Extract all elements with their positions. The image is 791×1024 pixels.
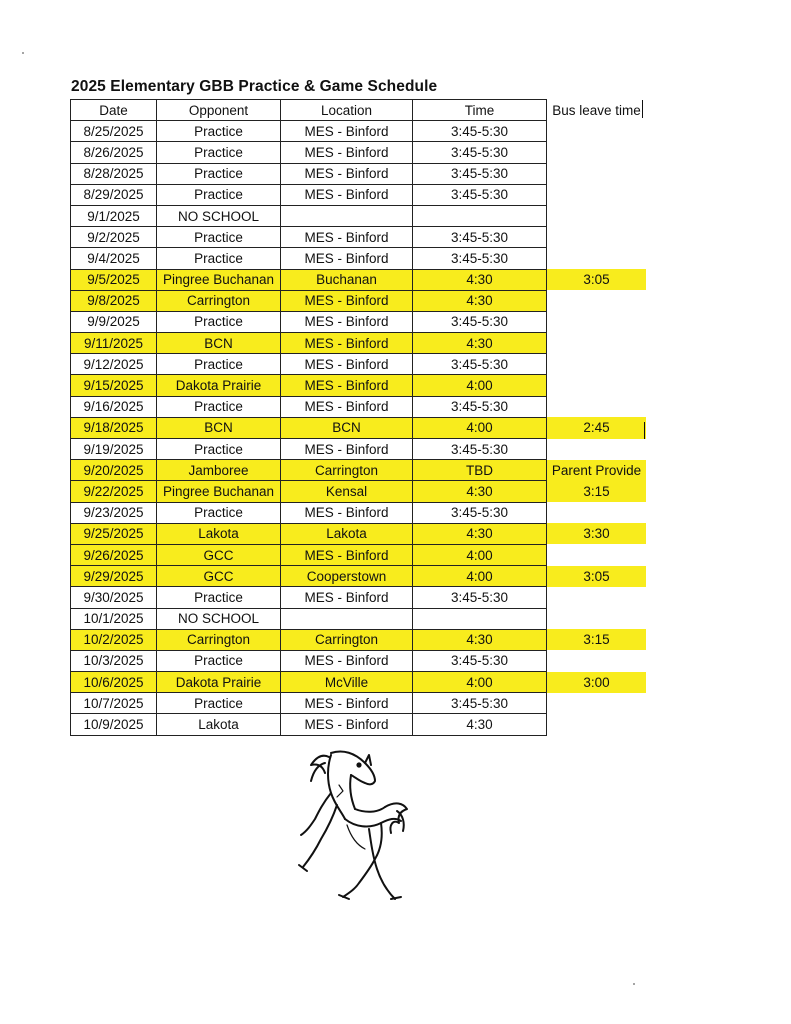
cell-opponent: Practice — [157, 502, 281, 523]
cell-location: Kensal — [281, 481, 413, 502]
cell-date: 9/19/2025 — [71, 439, 157, 460]
cell-time: 3:45-5:30 — [413, 163, 547, 184]
cell-opponent: Practice — [157, 184, 281, 205]
cell-date: 9/8/2025 — [71, 290, 157, 311]
table-row — [71, 672, 647, 693]
cell-opponent: Practice — [157, 693, 281, 714]
cell-date: 10/6/2025 — [71, 672, 157, 693]
table-row — [71, 163, 647, 184]
cell-opponent: Practice — [157, 248, 281, 269]
cell-location: MES - Binford — [281, 333, 413, 354]
cell-opponent: Practice — [157, 227, 281, 248]
cell-bus-leave-time — [547, 608, 647, 629]
cell-opponent: Lakota — [157, 714, 281, 735]
cell-location: MES - Binford — [281, 396, 413, 417]
cell-time: 3:45-5:30 — [413, 650, 547, 671]
cell-opponent: Carrington — [157, 629, 281, 650]
cell-time: TBD — [413, 460, 547, 481]
table-row — [71, 714, 647, 735]
cell-opponent: Practice — [157, 439, 281, 460]
cell-location: MES - Binford — [281, 163, 413, 184]
table-row — [71, 290, 647, 311]
cell-time: 4:30 — [413, 333, 547, 354]
cell-bus-leave-time — [547, 714, 647, 735]
scan-speck — [633, 983, 635, 985]
cell-date: 9/2/2025 — [71, 227, 157, 248]
cell-date: 9/18/2025 — [71, 417, 157, 438]
cell-location: MES - Binford — [281, 184, 413, 205]
mustang-horse-icon — [285, 745, 410, 905]
cell-time: 3:45-5:30 — [413, 227, 547, 248]
cell-location: MES - Binford — [281, 439, 413, 460]
cell-location: MES - Binford — [281, 502, 413, 523]
cell-date: 8/26/2025 — [71, 142, 157, 163]
cell-bus-leave-time: 2:45 — [547, 417, 647, 438]
cell-bus-leave-time — [547, 142, 647, 163]
cell-opponent: Dakota Prairie — [157, 375, 281, 396]
cell-bus-leave-time: 3:15 — [547, 629, 647, 650]
table-row — [71, 375, 647, 396]
cell-opponent: Practice — [157, 121, 281, 142]
cell-bus-leave-time — [547, 396, 647, 417]
cell-opponent: Practice — [157, 650, 281, 671]
cell-opponent: GCC — [157, 566, 281, 587]
cell-location: MES - Binford — [281, 142, 413, 163]
cell-bus-leave-time — [547, 587, 647, 608]
cell-time: 4:30 — [413, 629, 547, 650]
table-row — [71, 333, 647, 354]
cell-location: Cooperstown — [281, 566, 413, 587]
cell-bus-leave-time — [547, 693, 647, 714]
cell-date: 9/22/2025 — [71, 481, 157, 502]
cell-bus-leave-time: 3:05 — [547, 566, 647, 587]
cell-time: 4:00 — [413, 417, 547, 438]
cell-time: 3:45-5:30 — [413, 587, 547, 608]
cell-bus-leave-time — [547, 375, 647, 396]
cell-opponent: BCN — [157, 417, 281, 438]
cell-location — [281, 205, 413, 226]
cell-location: Lakota — [281, 523, 413, 544]
table-row — [71, 629, 647, 650]
cell-date: 9/16/2025 — [71, 396, 157, 417]
cell-bus-leave-time — [547, 205, 647, 226]
cell-location: MES - Binford — [281, 227, 413, 248]
cell-bus-leave-time — [547, 163, 647, 184]
header-bus-leave-time: Bus leave time — [552, 102, 641, 118]
cell-location: McVille — [281, 672, 413, 693]
cell-location: BCN — [281, 417, 413, 438]
cell-bus-leave-time — [547, 333, 647, 354]
cell-date: 9/25/2025 — [71, 523, 157, 544]
cell-bus-leave-time — [547, 502, 647, 523]
cell-bus-leave-time — [547, 544, 647, 565]
cell-location: MES - Binford — [281, 650, 413, 671]
table-row — [71, 205, 647, 226]
cell-bus-leave-time — [547, 311, 647, 332]
cell-date: 9/29/2025 — [71, 566, 157, 587]
cell-bus-leave-time: 3:05 — [547, 269, 647, 290]
table-row — [71, 502, 647, 523]
cell-time: 4:00 — [413, 375, 547, 396]
cell-time: 4:30 — [413, 269, 547, 290]
cell-location: MES - Binford — [281, 375, 413, 396]
schedule-table-body — [71, 100, 647, 736]
cell-location: MES - Binford — [281, 587, 413, 608]
table-row — [71, 269, 647, 290]
cell-time: 3:45-5:30 — [413, 354, 547, 375]
cell-opponent: NO SCHOOL — [157, 608, 281, 629]
cell-location: Buchanan — [281, 269, 413, 290]
cell-location: Carrington — [281, 460, 413, 481]
cell-bus-leave-time — [547, 650, 647, 671]
cell-location — [281, 608, 413, 629]
cell-date: 9/15/2025 — [71, 375, 157, 396]
header-row — [71, 100, 647, 121]
cell-time: 4:30 — [413, 290, 547, 311]
table-row — [71, 311, 647, 332]
cell-time: 3:45-5:30 — [413, 311, 547, 332]
cell-date: 9/26/2025 — [71, 544, 157, 565]
table-row — [71, 354, 647, 375]
table-row — [71, 184, 647, 205]
cell-bus-leave-time: 3:30 — [547, 523, 647, 544]
cell-bus-leave-time: 3:00 — [547, 672, 647, 693]
header-opponent: Opponent — [157, 100, 281, 121]
cell-opponent: Pingree Buchanan — [157, 269, 281, 290]
table-row — [71, 608, 647, 629]
cell-date: 9/4/2025 — [71, 248, 157, 269]
cell-date: 9/11/2025 — [71, 333, 157, 354]
table-row — [71, 693, 647, 714]
schedule-table — [70, 99, 647, 736]
cell-opponent: Practice — [157, 142, 281, 163]
text-cursor — [644, 422, 645, 439]
cell-time: 4:30 — [413, 714, 547, 735]
cell-location: MES - Binford — [281, 714, 413, 735]
cell-bus-leave-time — [547, 290, 647, 311]
cell-date: 9/12/2025 — [71, 354, 157, 375]
cell-time: 4:00 — [413, 672, 547, 693]
cell-opponent: Practice — [157, 354, 281, 375]
cell-location: MES - Binford — [281, 121, 413, 142]
cell-opponent: Practice — [157, 396, 281, 417]
table-row — [71, 481, 647, 502]
table-row — [71, 566, 647, 587]
cell-time: 3:45-5:30 — [413, 502, 547, 523]
cell-time — [413, 608, 547, 629]
cell-time — [413, 205, 547, 226]
cell-location: MES - Binford — [281, 311, 413, 332]
cell-location: MES - Binford — [281, 354, 413, 375]
cell-bus-leave-time — [547, 439, 647, 460]
cell-time: 3:45-5:30 — [413, 439, 547, 460]
cell-bus-leave-time — [547, 354, 647, 375]
cell-opponent: Dakota Prairie — [157, 672, 281, 693]
table-row — [71, 121, 647, 142]
cell-location: MES - Binford — [281, 290, 413, 311]
cell-date: 9/5/2025 — [71, 269, 157, 290]
cell-bus-leave-time — [547, 184, 647, 205]
schedule-title: 2025 Elementary GBB Practice & Game Schedule — [71, 78, 438, 95]
cell-date: 9/9/2025 — [71, 311, 157, 332]
cell-date: 10/2/2025 — [71, 629, 157, 650]
cell-opponent: Pingree Buchanan — [157, 481, 281, 502]
cell-location: Carrington — [281, 629, 413, 650]
cell-time: 3:45-5:30 — [413, 184, 547, 205]
cell-time: 3:45-5:30 — [413, 248, 547, 269]
cell-location: MES - Binford — [281, 693, 413, 714]
cell-time: 4:30 — [413, 481, 547, 502]
cell-opponent: Jamboree — [157, 460, 281, 481]
table-row — [71, 248, 647, 269]
cell-bus-leave-time — [547, 248, 647, 269]
cell-date: 9/20/2025 — [71, 460, 157, 481]
cell-bus-leave-time — [547, 227, 647, 248]
cell-date: 9/23/2025 — [71, 502, 157, 523]
cell-time: 4:00 — [413, 566, 547, 587]
table-row — [71, 439, 647, 460]
cell-time: 3:45-5:30 — [413, 693, 547, 714]
header-location: Location — [281, 100, 413, 121]
cell-bus-leave-time: 3:15 — [547, 481, 647, 502]
cell-opponent: Practice — [157, 587, 281, 608]
table-row — [71, 587, 647, 608]
table-row — [71, 460, 647, 481]
table-row — [71, 523, 647, 544]
table-row — [71, 650, 647, 671]
cell-time: 3:45-5:30 — [413, 121, 547, 142]
cell-opponent: Practice — [157, 311, 281, 332]
cell-bus-leave-time — [547, 121, 647, 142]
cell-location: MES - Binford — [281, 544, 413, 565]
cell-location: MES - Binford — [281, 248, 413, 269]
cell-date: 9/1/2025 — [71, 205, 157, 226]
table-row — [71, 227, 647, 248]
cell-date: 9/30/2025 — [71, 587, 157, 608]
cell-date: 8/25/2025 — [71, 121, 157, 142]
table-row — [71, 396, 647, 417]
cell-opponent: GCC — [157, 544, 281, 565]
scan-speck — [22, 52, 24, 54]
table-row — [71, 544, 647, 565]
cell-time: 3:45-5:30 — [413, 142, 547, 163]
cell-opponent: NO SCHOOL — [157, 205, 281, 226]
table-row — [71, 142, 647, 163]
cell-opponent: Carrington — [157, 290, 281, 311]
cell-opponent: BCN — [157, 333, 281, 354]
cell-bus-leave-time: Parent Provide — [547, 460, 647, 481]
cell-opponent: Practice — [157, 163, 281, 184]
header-date: Date — [71, 100, 157, 121]
cell-date: 8/28/2025 — [71, 163, 157, 184]
cell-date: 10/9/2025 — [71, 714, 157, 735]
cell-time: 3:45-5:30 — [413, 396, 547, 417]
header-time: Time — [413, 100, 547, 121]
table-row — [71, 417, 647, 438]
cell-date: 10/1/2025 — [71, 608, 157, 629]
text-cursor — [642, 100, 643, 118]
cell-date: 10/3/2025 — [71, 650, 157, 671]
cell-opponent: Lakota — [157, 523, 281, 544]
cell-date: 8/29/2025 — [71, 184, 157, 205]
cell-time: 4:30 — [413, 523, 547, 544]
cell-date: 10/7/2025 — [71, 693, 157, 714]
cell-time: 4:00 — [413, 544, 547, 565]
